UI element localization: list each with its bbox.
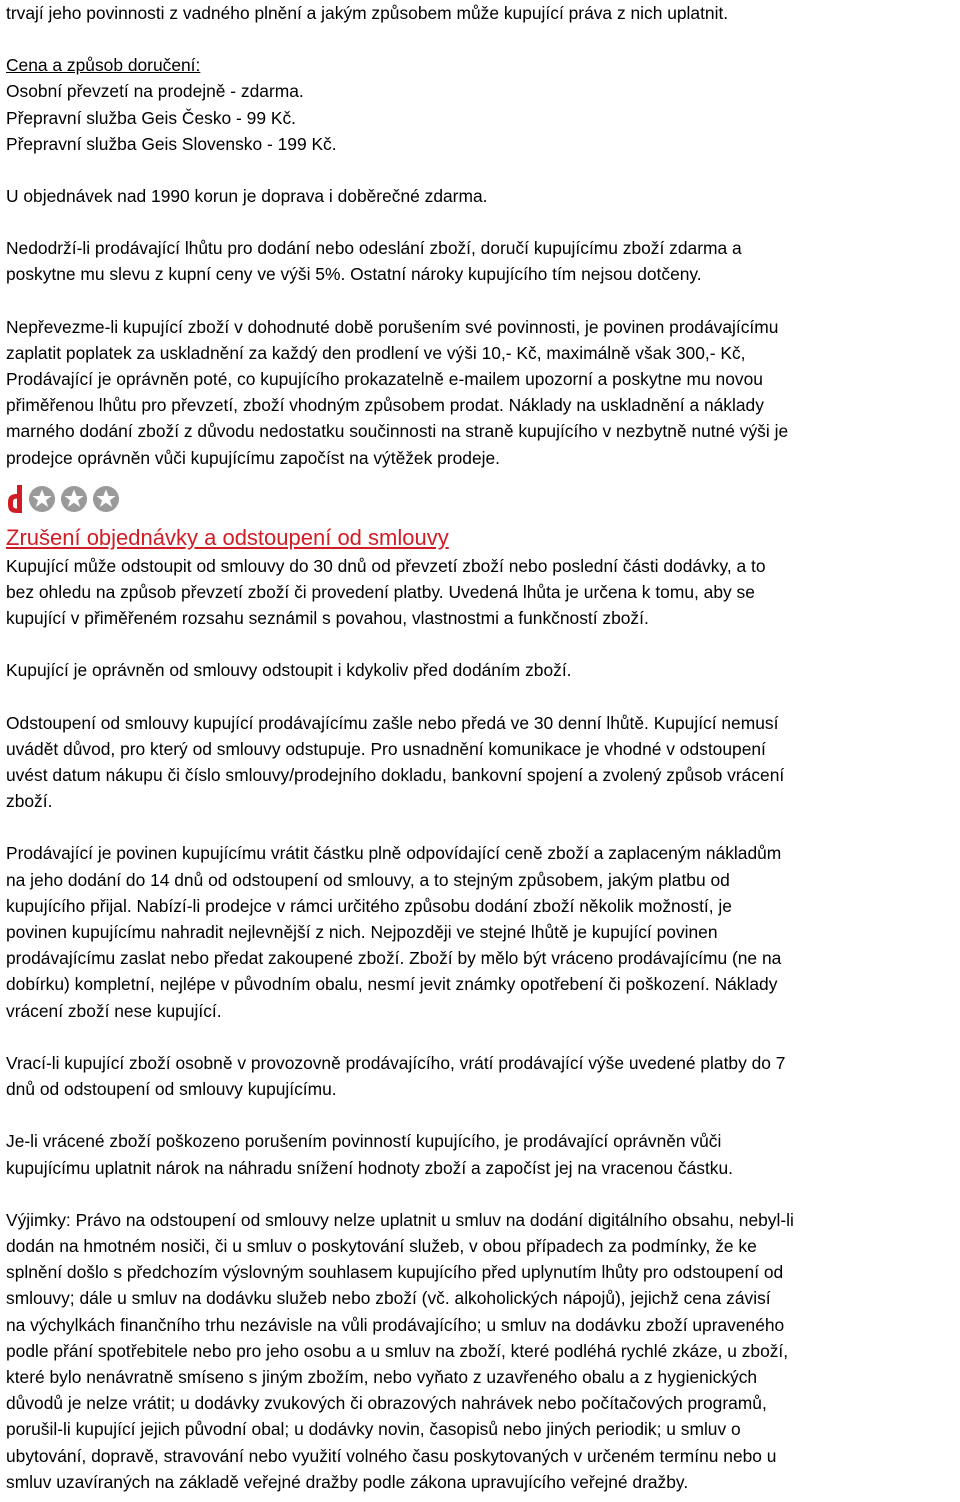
delivery-option: Přepravní služba Geis Česko - 99 Kč.	[6, 107, 296, 128]
text-line: U objednávek nad 1990 korun je doprava i doběrečné zdarma.	[6, 186, 488, 207]
text-line: které bylo nenávratně smíseno s jiným zbožím, nebo vyňato z uzavřeného obalu a z hygienických	[6, 1366, 758, 1387]
withdrawal-paragraph	[6, 657, 954, 683]
spacer	[6, 288, 954, 314]
star-icon	[28, 485, 56, 513]
text-line: uvádět důvod, pro který od smlouvy odstupuje. Pro usnadnění komunikace je vhodné v odstoupení	[6, 738, 766, 759]
text-line: bez ohledu na způsob převzetí zboží či provedení platby. Uvedená lhůta je určena k tomu, aby se	[6, 582, 755, 603]
exceptions-paragraph	[6, 1207, 954, 1495]
text-line: Výjimky: Právo na odstoupení od smlouvy nelze uplatnit u smluv na dodání digitálního obsahu, nebyl-li	[6, 1209, 794, 1230]
text-line: Kupující může odstoupit od smlouvy do 30 dnů od převzetí zboží nebo poslední části dodávky, a to	[6, 555, 766, 576]
text-line: dobírku) kompletní, nejlépe v původním obalu, nesmí jevit známky opotřebení či poškození. Náklady	[6, 974, 778, 995]
rating-logo	[6, 481, 954, 517]
text-line: ubytování, dopravě, stravování nebo využití volného času poskytovaných v určeném termínu nebo u	[6, 1445, 777, 1466]
text-line: zboží.	[6, 791, 53, 812]
withdrawal-paragraph	[6, 710, 954, 815]
d-letter-icon	[6, 484, 26, 514]
delivery-option: Osobní převzetí na prodejně - zdarma.	[6, 81, 304, 102]
text-line: poskytne mu slevu z kupní ceny ve výši 5%. Ostatní nároky kupujícího tím nejsou dotčeny.	[6, 264, 702, 285]
text-line: povinen kupujícímu nahradit nejlevnější z nich. Nejpozději ve stejné lhůtě je kupující povinen	[6, 922, 718, 943]
spacer	[6, 1024, 954, 1050]
withdrawal-paragraph	[6, 553, 954, 632]
text-line: na jeho dodání do 14 dnů od odstoupení od smlouvy, a to stejným způsobem, jakým platbu od	[6, 869, 730, 890]
text-line: Prodávající je povinen kupujícímu vrátit částku plně odpovídající ceně zboží a zaplaceným nákladům	[6, 843, 782, 864]
text-line: smlouvy; dále u smluv na dodávku služeb nebo zboží (vč. alkoholických nápojů), jejichž cena závisí	[6, 1288, 771, 1309]
text-line: kupující v přiměřeném rozsahu seznámil s povahou, vlastnostmi a funkčností zboží.	[6, 608, 649, 629]
text-line: Nedodrží-li prodávající lhůtu pro dodání nebo odeslání zboží, doručí kupujícímu zboží zdarma a	[6, 238, 742, 259]
spacer	[6, 1181, 954, 1207]
spacer	[6, 157, 954, 183]
free-shipping-note	[6, 183, 954, 209]
text-line: Vrací-li kupující zboží osobně v provozovně prodávajícího, vrátí prodávající výše uvedené platby do 7	[6, 1052, 786, 1073]
text-line: Prodávající je oprávněn poté, co kupujícího prokazatelně e-mailem upozorní a poskytne mu novou	[6, 369, 763, 390]
spacer	[6, 209, 954, 235]
text-line: smluv uzavíraných na základě veřejné dražby podle zákona upravujícího veřejné dražby.	[6, 1471, 689, 1492]
spacer	[6, 684, 954, 710]
text-line: kupujícího přijal. Nabízí-li prodejce v rámci určitého způsobu dodání zboží několik možností, je	[6, 895, 732, 916]
text-line: splnění došlo s předchozím výslovným souhlasem kupujícího před uplynutím lhůty pro odstoupení od	[6, 1262, 784, 1283]
withdrawal-paragraph	[6, 1050, 954, 1102]
delivery-section	[6, 52, 954, 157]
text-line: Odstoupení od smlouvy kupující prodávajícímu zašle nebo předá ve 30 denní lhůtě. Kupující nemusí	[6, 712, 779, 733]
text-line: trvají jeho povinnosti z vadného plnění a jakým způsobem může kupující práva z nich uplatnit.	[6, 3, 729, 23]
text-line: Je-li vrácené zboží poškozeno porušením povinností kupujícího, je prodávající oprávněn vůči	[6, 1131, 722, 1152]
withdrawal-paragraph	[6, 840, 954, 1023]
text-line: důvodů je nelze vrátit; u dodávky zvukových či obrazových nahrávek nebo počítačových programů,	[6, 1393, 767, 1414]
star-icon	[92, 485, 120, 513]
text-line: prodejce oprávněn vůči kupujícímu započíst na výtěžek prodeje.	[6, 447, 500, 468]
text-line: prodávajícímu zaslat nebo předat zakoupené zboží. Zboží by mělo být vráceno prodávajícímu (ne na	[6, 948, 782, 969]
section-heading: Zrušení objednávky a odstoupení od smlouvy	[6, 524, 449, 550]
text-line: přiměřenou lhůtu pro převzetí, zboží vhodným způsobem prodat. Náklady na uskladnění a náklady	[6, 395, 764, 416]
storage-fee-paragraph	[6, 314, 954, 471]
spacer	[6, 26, 954, 52]
delivery-heading: Cena a způsob doručení:	[6, 55, 201, 76]
text-line: na výchylkách finančního trhu nezávisle na vůli prodávajícího; u smluv na dodávku zboží upraveného	[6, 1314, 785, 1335]
star-icon	[60, 485, 88, 513]
text-line: marného dodání zboží z důvodu nedostatku součinnosti na straně kupujícího v nezbytně nutné výši je	[6, 421, 789, 442]
intro-paragraph	[6, 0, 954, 26]
text-line: Nepřevezme-li kupující zboží v dohodnuté době porušením své povinnosti, je povinen prodávajícímu	[6, 316, 779, 337]
text-line: uvést datum nákupu či číslo smlouvy/prodejního dokladu, bankovní spojení a zvolený způsob vrácení	[6, 765, 785, 786]
delivery-option: Přepravní služba Geis Slovensko - 199 Kč.	[6, 133, 337, 154]
withdrawal-paragraph	[6, 1128, 954, 1180]
spacer	[6, 631, 954, 657]
text-line: Kupující je oprávněn od smlouvy odstoupit i kdykoliv před dodáním zboží.	[6, 660, 572, 681]
text-line: vrácení zboží nese kupující.	[6, 1000, 222, 1021]
text-line: zaplatit poplatek za uskladnění za každý den prodlení ve výši 10,- Kč, maximálně však 300,- Kč,	[6, 342, 746, 363]
late-delivery-paragraph	[6, 235, 954, 287]
text-line: dodán na hmotném nosiči, či u smluv o poskytování služeb, v obou případech za podmínky, že ke	[6, 1235, 757, 1256]
spacer	[6, 1102, 954, 1128]
text-line: dnů od odstoupení od smlouvy kupujícímu.	[6, 1079, 337, 1100]
text-line: kupujícímu uplatnit nárok na náhradu snížení hodnoty zboží a započíst jej na vracenou částku.	[6, 1157, 733, 1178]
spacer	[6, 814, 954, 840]
text-line: podle přání spotřebitele nebo pro jeho osobu a u smluv na zboží, které podléhá rychlé zkáze, u zboží,	[6, 1340, 789, 1361]
text-line: porušil-li kupující jejich původní obal; u dodávky novin, časopisů nebo jiných periodik; u smluv o	[6, 1419, 741, 1440]
